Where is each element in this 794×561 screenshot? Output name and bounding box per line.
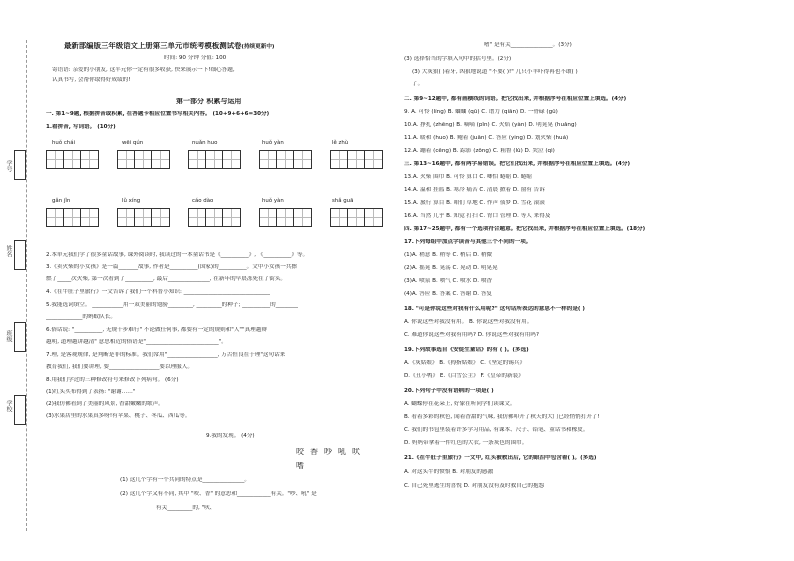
writing-box[interactable] xyxy=(188,208,241,227)
q9-subq-3: (3) 选择恰当的字填入句中的括号里。(2分) xyxy=(404,56,512,62)
q21-text: 21.《在牛肚子里旅行》一文中, 红头被救出后, 它的眼泪中包含着( )。(多选) xyxy=(404,455,597,461)
writing-box[interactable] xyxy=(117,150,170,169)
q9-char: 吵 xyxy=(324,448,338,456)
intro-line-1: 寄语语: 亲爱的小朋友, 这半元你一定有很多收获, 快来展示一下!细心答题, xyxy=(52,67,235,73)
q19-text: 19.下列故事选自《安徒生童话》的有 ( )。(多选) xyxy=(404,347,529,353)
exam-meta: 时间: 90 分钟 分值: 100 xyxy=(164,55,227,61)
q14-options: 14.A. 温和 挂篮 B. 寒冷 痛苦 C. 清晨 掀着 D. 窗有 告诉 xyxy=(404,187,545,193)
q8-text: 8.用我们学过的三种修改符号来修改下列病句。 (6分) xyxy=(46,377,179,383)
writing-box[interactable] xyxy=(259,150,312,169)
pinyin: lě zhù xyxy=(332,140,349,146)
writing-box[interactable] xyxy=(188,150,241,169)
q9-char: 香 xyxy=(310,448,324,456)
q16-options: 16.A. 当然 几乎 B. 知觉 打扫 C. 胃口 管理 D. 等人 来得及 xyxy=(404,213,551,219)
q18-options-ab: A. 你说这些对我没有用。 B. 你说这些对我没有用。 xyxy=(404,319,533,325)
section3-instruction: 三. 第13~16题中, 都有两字易错误。把它们找出来, 并根据序号在相应位置上填选。(4分) xyxy=(404,161,631,167)
writing-box[interactable] xyxy=(330,150,383,169)
pinyin: lǔ xíng xyxy=(122,198,141,204)
binding-label-student-id: 学号 xyxy=(5,160,12,172)
q9-char: 嗜 xyxy=(296,462,310,470)
q9-chars-row-1 xyxy=(296,448,366,455)
writing-box[interactable] xyxy=(46,150,99,169)
q4-text: 4.《在牛肚子里旅行》一文告诉了我们一个科普小知识: _______________________________ xyxy=(46,289,271,295)
q9-text: 9.我的发现。 (4分) xyxy=(206,433,255,439)
writing-grid-row-2 xyxy=(46,208,383,227)
q1-label: 1.看拼音, 写词语。 (10分) xyxy=(46,124,116,130)
binding-margin xyxy=(0,0,38,561)
q11-options: 11.A. 暖和 (huo) B. 鲍着 (juān) C. 答应 (ying) D. 划火柴 (huá) xyxy=(404,135,569,141)
q20-text: 20.下列句子中没有语病的一项是( ) xyxy=(404,388,494,394)
q19-options-1: A.《灰姑娘》 B.《拇指姑娘》 C.《坚定的锡兵》 xyxy=(404,360,526,366)
binding-box-name[interactable] xyxy=(14,240,26,270)
q21-options-ab: A. 对这头牛的愤恨 B. 对朋友的感激 xyxy=(404,469,494,475)
pinyin: gǎn jǐn xyxy=(52,198,71,204)
pinyin: huǒ yàn xyxy=(262,140,284,146)
q21-options-cd: C. 自己死里逃生的喜悦 D. 对朋友没有及时救自己的抱怨 xyxy=(404,483,545,489)
q17-options-3: (3)A. 喷泉 B. 喷气 C. 喷水 D. 喷香 xyxy=(404,278,493,284)
binding-box-class[interactable] xyxy=(14,322,26,352)
intro-line-2: 认真书写, 会帮你取得好成绩的! xyxy=(52,77,131,83)
pinyin: huǒ yàn xyxy=(262,198,284,204)
q20-option-a: A. 蝴蝶停在花朵上, 好象在听同学们读课文。 xyxy=(404,401,516,407)
q18-options-cd: C. 难道你说这些对我有用吗? D. 你说这些对我有用吗? xyxy=(404,332,539,338)
q8-sentence-2: (2)我仿佛看到了美丽的风景, 香甜嫩嫩的歌声。 xyxy=(46,401,164,407)
q9-subq-3-sentence-end: 了。 xyxy=(412,81,424,87)
q9-subq-2-cont: 有关_________的, "吠、 xyxy=(156,505,216,511)
writing-box[interactable] xyxy=(46,208,99,227)
pinyin: cáo dào xyxy=(192,198,214,204)
q8-sentence-3: (3)水果店里的水果真多呀!有苹果、桃子、冬瓜、西瓜等。 xyxy=(46,413,191,419)
q9-chars-row-2 xyxy=(296,462,310,469)
q7-text-cont: 教育我们, 我们要讲理, 要__________________要以理服人。 xyxy=(46,364,193,370)
q9-subq-3-sentence: (3) 大灰狼( )着牙, 凶狠地说道 "不要( )!" 几只小羊吓得再也不敢( ) xyxy=(412,69,578,75)
pinyin: nuǎn huo xyxy=(192,140,218,146)
binding-dashed-line xyxy=(26,40,27,531)
q20-option-b: B. 看着多彩的秋色, 闻着香甜的气味, 我仿佛叩开了秋天的大门已经悄悄打开了! xyxy=(404,414,600,420)
q6-text-cont: 越明, 道理越讲越清" 意思相近的俗语是"__________________________"。 xyxy=(46,339,227,345)
q3-text: 3.《卖火柴的小女孩》是一篇_______故事, 作者是__________(国家)的__________。文中小女孩一共擦 xyxy=(46,264,297,270)
q9-char: 吠 xyxy=(352,448,366,456)
q9-cont: 嗜" 是有关_______________。(3分) xyxy=(484,42,572,48)
q18-text: 18. "可是你说这些对我有什么用呢?" 这句话所表达的意思不一样的是( ) xyxy=(404,306,585,312)
part1-title: 第一部分 积累与运用 xyxy=(176,98,242,105)
q20-option-c: C. 我们的书包里装着许多学习用品, 有课本、尺子、铅笔、童话书和橡皮。 xyxy=(404,427,589,433)
q5-text-cont: _____________的蚂蚁队长。 xyxy=(46,314,116,320)
binding-label-name: 姓名 xyxy=(5,245,12,257)
q5-text: 5.我能选词填空。 ___________用一双美丽的翅膀_________, _________的种子; __________的________ xyxy=(46,302,299,308)
binding-box-student-id[interactable] xyxy=(14,150,26,180)
q9-char: 吼 xyxy=(338,448,352,456)
q13-options: 13.A. 火柴 围巾 B. 可怜 算口 C. 唧怕 蜷缩 D. 蜷缩 xyxy=(404,174,532,180)
q12-options: 12.A. 蹦着 (cēng) B. 踪影 (zōng) C. 粗鲁 (lǔ) D. 哭泣 (qì) xyxy=(404,148,555,154)
q3-text-cont: 燃了_____次火柴, 第一次看到了__________, 最后_______________, 在新年的早晨冻死在了街头。 xyxy=(46,276,287,282)
writing-grid-row-1 xyxy=(46,150,383,169)
q9-subq-1: (1) 这几个字有一个共同的特点是_______________。 xyxy=(120,477,250,483)
q15-options: 15.A. 旅行 算目 B. 咱们 草地 C. 作声 侦梦 D. 雪花 滚滚 xyxy=(404,200,545,206)
pinyin: shǎ guā xyxy=(332,198,354,204)
section4-instruction: 四. 第17~25题中, 都有一个选项符合题意。把它找出来, 并根据序号在相应位置上填选。(18分) xyxy=(404,226,646,232)
writing-box[interactable] xyxy=(117,208,170,227)
q20-option-d: D. 妈妈带拿着一件红色的大衣, 一条灰色的围巾。 xyxy=(404,440,528,446)
q2-text: 2.本单元我们学了很多童话故事, 课外阅读时, 我读过的一本童话书是《__________》, 《__________》等。 xyxy=(46,252,309,258)
q9-options: 9. A. 可怜 (líng) B. 蛐蛐 (qū) C. 谱力 (qiān) D. 一骨碌 (gū) xyxy=(404,109,558,115)
writing-box[interactable] xyxy=(330,208,383,227)
q17-options-1: (1)A. 稍意 B. 稍等 C. 梢后 D. 稍微 xyxy=(404,252,493,258)
pinyin: wēi qún xyxy=(122,140,144,146)
writing-box[interactable] xyxy=(259,208,312,227)
exam-title: 最新部编版三年级语文上册第三单元市统考模板测试卷(持续更新中) xyxy=(64,42,275,50)
q8-sentence-1: (1)红头买布得到了表扬: "谢谢……" xyxy=(46,389,136,395)
binding-box-school[interactable] xyxy=(14,395,26,425)
binding-label-school: 学校 xyxy=(5,400,12,412)
q9-subq-2: (2) 这几个字又有不同, 其中 "咬、香" 的意思和____________有关。"吵、吼" 是 xyxy=(120,491,317,497)
pinyin: huǒ chái xyxy=(52,140,76,146)
q6-text: 6.俗话说: "__________, 无规十步难行" 不论做任何事, 都要有一定的规则和"人""真理越辩 xyxy=(46,327,267,333)
q9-char: 咬 xyxy=(296,448,310,456)
section2-instruction: 二. 第9~12题中, 都有画横线的词语。把它找出来, 并根据序号在相应位置上填选。(4分) xyxy=(404,96,627,102)
binding-label-class: 班级 xyxy=(5,330,12,342)
q7-text: 7.理, 是客观规律, 是判断是非的标准。我们常用"__________________, 万古恒良在于理"这句话来 xyxy=(46,352,286,358)
q19-options-2: D.《丑小鸭》 E.《白雪公主》 F.《皇帝的新装》 xyxy=(404,373,524,379)
q10-options: 10.A. 挣扎 (zhēng) B. 嘀嘀 (pǐn) C. 火焰 (yàn) D. 明晃晃 (huǎng) xyxy=(404,122,577,128)
section1-instruction: 一. 第1~9题, 根据拼音或积累, 在答题卡相应位置书写相关内容。 (10+9+6+6=30分) xyxy=(46,111,270,117)
q17-options-2: (2)A. 摇晃 B. 晃荡 C. 晃动 D. 明晃晃 xyxy=(404,265,498,271)
q17-text: 17.下列每组中加点字读音与其他三个不同的一项。 xyxy=(404,239,532,245)
q17-options-4: (4)A. 答应 B. 答案 C. 答谢 D. 答复 xyxy=(404,291,493,297)
